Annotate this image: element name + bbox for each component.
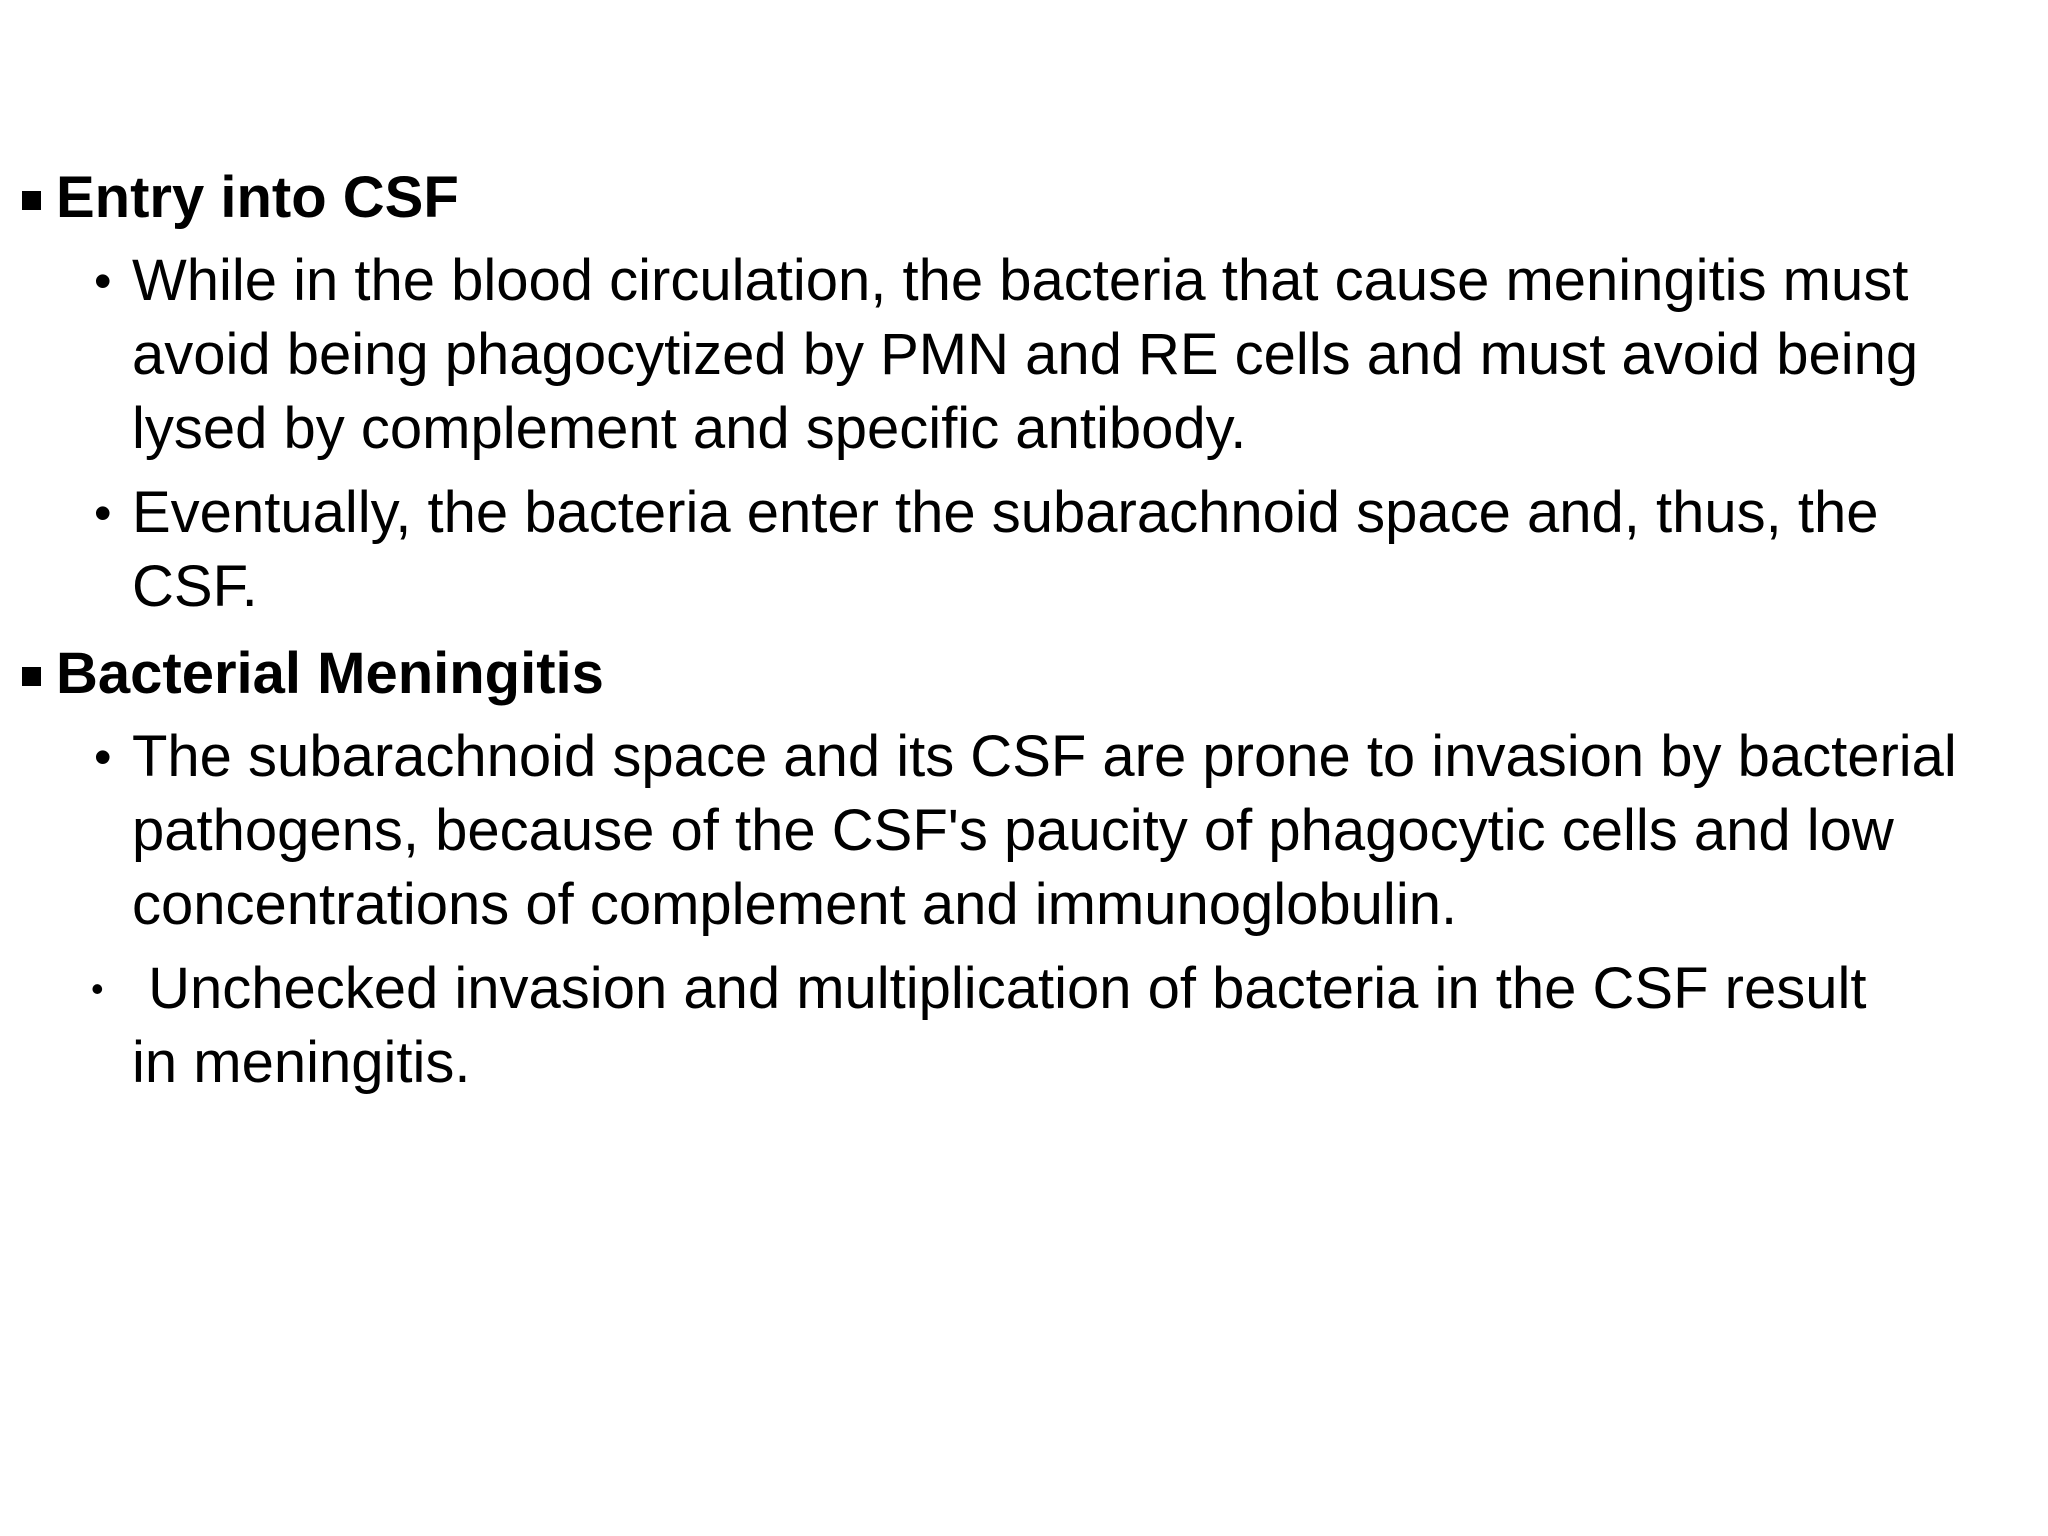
dot-bullet-icon: • [94, 253, 112, 309]
list-item-text: Eventually, the bacteria enter the subarachnoid space and, thus, the CSF. [132, 480, 1879, 619]
list-item [20, 720, 2002, 942]
square-bullet-icon [22, 667, 41, 686]
section-bacterial-meningitis [20, 636, 2010, 1100]
dot-bullet-icon: • [91, 968, 104, 1009]
list-item-text: Unchecked invasion and multiplication of bacteria in the CSF result in meningitis. [132, 956, 1883, 1095]
heading-text: Entry into CSF [56, 165, 459, 230]
list-item-text: The subarachnoid space and its CSF are prone to invasion by bacterial pathogens, because of the CSF's paucity of phagocytic cells and low concentrations of complement and immunoglobulin. [132, 724, 1957, 937]
list-item [20, 952, 1912, 1100]
slide-content [20, 160, 2010, 1100]
section-heading [20, 636, 2010, 712]
list-item [20, 244, 2012, 466]
heading-text: Bacterial Meningitis [56, 641, 604, 706]
bullet-list [20, 244, 2010, 624]
list-item [20, 476, 2012, 624]
square-bullet-icon [22, 191, 41, 210]
list-item-text: While in the blood circulation, the bacteria that cause meningitis must avoid being phagocytized by PMN and RE cells and must avoid being lysed by complement and specific antibody. [132, 248, 1919, 461]
dot-bullet-icon: • [94, 485, 112, 541]
section-heading [20, 160, 2010, 236]
dot-bullet-icon: • [94, 729, 112, 785]
section-entry-into-csf [20, 160, 2010, 624]
bullet-list [20, 720, 2010, 1100]
